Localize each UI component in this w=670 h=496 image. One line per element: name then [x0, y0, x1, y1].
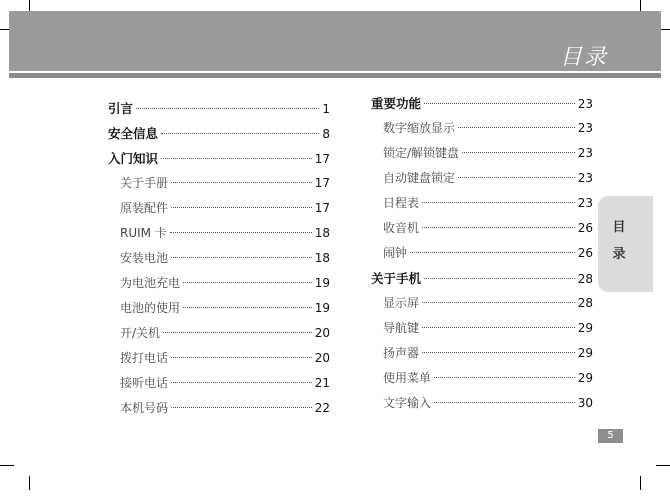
toc-entry-title: 入门知识	[108, 151, 159, 166]
toc-entry-title: RUIM 卡	[120, 226, 167, 240]
toc-entry[interactable]	[371, 366, 593, 391]
toc-entry-title: 安装电池	[120, 251, 169, 265]
toc-entry-page: 23	[577, 171, 593, 185]
toc-entry-page: 29	[577, 321, 593, 335]
toc-entry[interactable]	[371, 116, 593, 141]
toc-entry-title: 原装配件	[120, 201, 169, 215]
toc-entry[interactable]	[108, 296, 330, 321]
toc-entry-page: 23	[577, 121, 593, 135]
toc-entry[interactable]	[108, 371, 330, 396]
toc-entry[interactable]	[108, 96, 330, 121]
toc-dot-leader	[171, 182, 312, 183]
toc-entry[interactable]	[371, 341, 593, 366]
toc-entry-title: 接听电话	[120, 376, 169, 390]
toc-entry-page: 17	[314, 176, 330, 190]
toc-entry-page: 21	[314, 376, 330, 390]
toc-left-column	[108, 96, 330, 421]
section-tab-label	[611, 214, 627, 268]
toc-entry-title: 拨打电话	[120, 351, 169, 365]
toc-entry-title: 本机号码	[120, 401, 169, 415]
toc-entry[interactable]	[108, 171, 330, 196]
toc-entry-title: 显示屏	[383, 296, 420, 310]
toc-entry[interactable]	[371, 91, 593, 116]
toc-dot-leader	[183, 307, 312, 308]
toc-entry[interactable]	[371, 266, 593, 291]
toc-entry-title: 引言	[108, 101, 134, 116]
toc-entry-page: 26	[577, 221, 593, 235]
toc-entry-page: 18	[314, 226, 330, 240]
toc-dot-leader	[424, 278, 575, 279]
toc-entry[interactable]	[371, 316, 593, 341]
toc-entry-title: 关于手册	[120, 176, 169, 190]
toc-entry[interactable]	[108, 396, 330, 421]
toc-entry-title: 开/关机	[120, 326, 161, 340]
toc-dot-leader	[422, 202, 575, 203]
toc-dot-leader	[434, 377, 575, 378]
toc-dot-leader	[410, 252, 575, 253]
toc-dot-leader	[458, 127, 575, 128]
toc-entry-title: 日程表	[383, 196, 420, 210]
toc-entry-page: 29	[577, 346, 593, 360]
toc-entry[interactable]	[371, 191, 593, 216]
toc-entry-page: 30	[577, 396, 593, 410]
toc-entry-page: 29	[577, 371, 593, 385]
toc-entry-title: 数字缩放显示	[383, 121, 456, 135]
toc-entry-page: 8	[322, 127, 330, 141]
toc-entry[interactable]	[371, 241, 593, 266]
toc-dot-leader	[424, 103, 575, 104]
toc-dot-leader	[136, 108, 319, 109]
crop-mark	[656, 465, 670, 466]
toc-entry-page: 18	[314, 251, 330, 265]
toc-entry-title: 导航键	[383, 321, 420, 335]
toc-entry[interactable]	[108, 321, 330, 346]
toc-entry[interactable]	[108, 196, 330, 221]
toc-entry-page: 17	[314, 152, 330, 166]
toc-dot-leader	[161, 133, 319, 134]
toc-entry-page: 22	[314, 401, 330, 415]
toc-dot-leader	[422, 227, 575, 228]
toc-entry-page: 26	[577, 246, 593, 260]
toc-entry-page: 19	[314, 276, 330, 290]
toc-entry[interactable]	[108, 271, 330, 296]
toc-right-column	[371, 91, 593, 416]
toc-entry[interactable]	[108, 146, 330, 171]
section-tab-char: 录	[612, 247, 626, 262]
toc-dot-leader	[462, 152, 575, 153]
page-number: 5	[598, 429, 623, 443]
header-rule	[9, 73, 661, 78]
toc-entry[interactable]	[371, 216, 593, 241]
toc-dot-leader	[171, 257, 312, 258]
toc-dot-leader	[458, 177, 575, 178]
toc-entry[interactable]	[108, 246, 330, 271]
page-title: 目录	[559, 45, 608, 70]
toc-dot-leader	[163, 332, 312, 333]
toc-entry[interactable]	[108, 121, 330, 146]
toc-dot-leader	[434, 402, 575, 403]
toc-entry-title: 重要功能	[371, 96, 422, 111]
toc-entry[interactable]	[371, 391, 593, 416]
section-tab-char: 目	[612, 220, 626, 235]
toc-entry-page: 28	[577, 296, 593, 310]
toc-entry-title: 为电池充电	[120, 276, 181, 290]
toc-entry-page: 20	[314, 351, 330, 365]
toc-dot-leader	[170, 232, 312, 233]
toc-entry-title: 安全信息	[108, 126, 159, 141]
toc-dot-leader	[171, 357, 312, 358]
toc-entry-title: 扬声器	[383, 346, 420, 360]
toc-entry-title: 收音机	[383, 221, 420, 235]
toc-entry-page: 23	[577, 97, 593, 111]
toc-entry[interactable]	[371, 141, 593, 166]
toc-entry[interactable]	[108, 346, 330, 371]
toc-entry-page: 1	[322, 102, 330, 116]
toc-entry-title: 锁定/解锁键盘	[383, 146, 460, 160]
toc-entry[interactable]	[371, 166, 593, 191]
toc-entry-title: 电池的使用	[120, 301, 181, 315]
toc-entry-title: 自动键盘锁定	[383, 171, 456, 185]
toc-entry-title: 使用菜单	[383, 371, 432, 385]
toc-dot-leader	[161, 158, 312, 159]
toc-entry-page: 23	[577, 146, 593, 160]
crop-mark	[29, 476, 30, 490]
toc-dot-leader	[422, 327, 575, 328]
toc-entry-title: 关于手机	[371, 271, 422, 286]
crop-mark	[0, 465, 14, 466]
toc-entry[interactable]	[108, 221, 330, 246]
toc-entry-page: 23	[577, 196, 593, 210]
toc-entry-page: 20	[314, 326, 330, 340]
toc-dot-leader	[422, 352, 575, 353]
toc-entry[interactable]	[371, 291, 593, 316]
toc-dot-leader	[171, 407, 312, 408]
toc-dot-leader	[171, 382, 312, 383]
toc-entry-page: 28	[577, 272, 593, 286]
toc-entry-page: 17	[314, 201, 330, 215]
toc-dot-leader	[183, 282, 312, 283]
toc-entry-title: 文字输入	[383, 396, 432, 410]
toc-entry-title: 闹钟	[383, 246, 408, 260]
crop-mark	[640, 476, 641, 490]
toc-dot-leader	[171, 207, 312, 208]
toc-dot-leader	[422, 302, 575, 303]
toc-entry-page: 19	[314, 301, 330, 315]
